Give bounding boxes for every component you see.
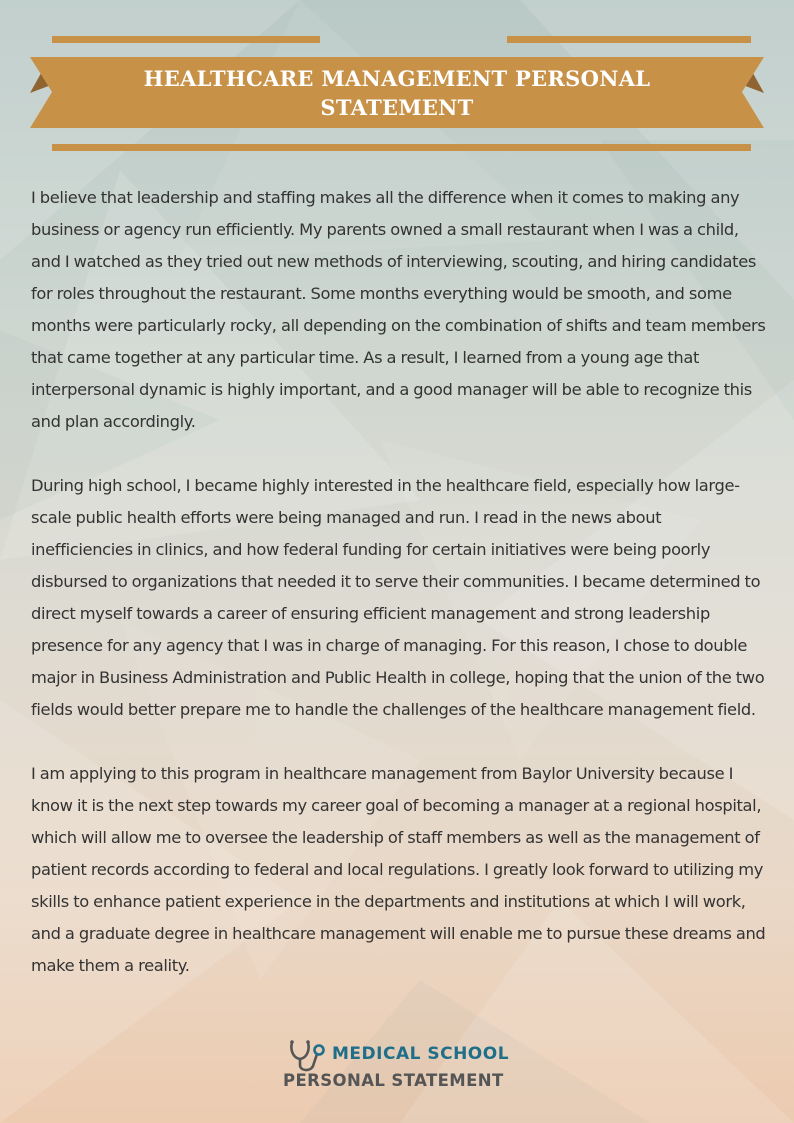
top-right-rule xyxy=(507,36,751,43)
title-banner xyxy=(30,57,764,128)
logo-title: MEDICAL SCHOOL xyxy=(332,1044,510,1064)
site-logo xyxy=(280,1038,540,1098)
statement-body xyxy=(31,182,766,1014)
bottom-rule xyxy=(52,144,751,151)
paragraph: I am applying to this program in healthcare management from Baylor University because I know it is the next step towards my career goal of becoming a manager at a regional hospital, which will allow me to oversee the leadership of staff members as well as the management of patient records according to federal and local regulations. I greatly look forward to utilizing my skills to enhance patient experience in the departments and institutions at which I will work, and a graduate degree in healthcare management will enable me to pursue these dreams and make them a reality. xyxy=(31,764,766,975)
paragraph: I believe that leadership and staffing makes all the difference when it comes to making any business or agency run efficiently. My parents owned a small restaurant when I was a child, and I watched as they tried out new methods of interviewing, scouting, and hiring candidates for roles throughout the restaurant. Some months everything would be smooth, and some months were particularly rocky, all depending on the combination of shifts and team members that came together at any particular time. As a result, I learned from a young age that interpersonal dynamic is highly important, and a good manager will be able to recognize this and plan accordingly. xyxy=(31,188,766,431)
page-title: HEALTHCARE MANAGEMENT PERSONAL STATEMENT xyxy=(143,66,651,120)
paragraph: During high school, I became highly interested in the healthcare field, especially how large-scale public health efforts were being managed and run. I read in the news about inefficiencies in clinics, and how federal funding for certain initiatives were being poorly disbursed to organizations that needed it to serve their communities. I became determined to direct myself towards a career of ensuring efficient management and strong leadership presence for any agency that I was in charge of managing. For this reason, I chose to double major in Business Administration and Public Health in college, hoping that the union of the two fields would better prepare me to handle the challenges of the healthcare management field. xyxy=(31,476,765,719)
logo-subtitle: PERSONAL STATEMENT xyxy=(283,1071,504,1090)
top-left-rule xyxy=(52,36,320,43)
stethoscope-icon xyxy=(288,1040,328,1074)
